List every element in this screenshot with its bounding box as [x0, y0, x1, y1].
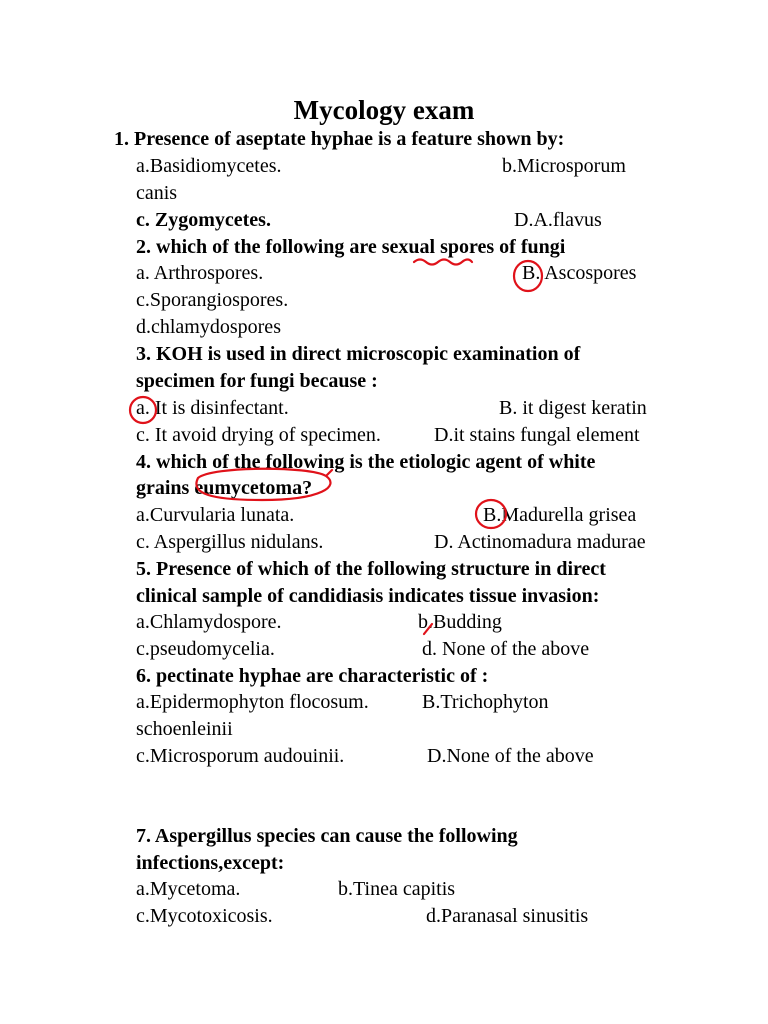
q3-option-d: D.it stains fungal element — [434, 424, 640, 446]
question-3-options-row-1 — [0, 395, 768, 422]
question-5-options-row-2 — [0, 636, 768, 663]
q5-option-a: a.Chlamydospore. — [136, 611, 282, 633]
question-4-stem-line-2: grains eumycetoma? — [136, 477, 313, 499]
q3-option-a: a. It is disinfectant. — [136, 397, 289, 419]
question-4-stem-line-1: 4. which of the following is the etiologic agent of white — [136, 451, 596, 473]
q1-option-a: a.Basidiomycetes. — [136, 155, 282, 177]
page-title: Mycology exam — [293, 95, 475, 125]
question-3-stem-line-2: specimen for fungi because : — [136, 370, 378, 392]
q7-option-d: d.Paranasal sinusitis — [426, 905, 589, 927]
q6-option-b: B.Trichophyton — [422, 691, 549, 713]
question-7-options-row-2 — [0, 903, 768, 930]
q6-option-a: a.Epidermophyton flocosum. — [136, 691, 369, 713]
question-1-options-wrap — [0, 180, 768, 207]
q6-option-b-wrap: schoenleinii — [136, 718, 233, 740]
question-3-stem-line-1: 3. KOH is used in direct microscopic examination of — [136, 343, 581, 365]
question-2-option-d-row — [0, 314, 768, 341]
q5-option-b: b.Budding — [418, 611, 502, 633]
q5-option-d: d. None of the above — [422, 638, 590, 660]
question-2-options-row-1 — [0, 260, 768, 287]
question-1-stem: 1. Presence of aseptate hyphae is a feature shown by: — [114, 128, 565, 150]
q6-option-d: D.None of the above — [427, 745, 594, 767]
question-6-stem: 6. pectinate hyphae are characteristic of : — [136, 665, 489, 687]
question-7-stem-line-1: 7. Aspergillus species can cause the following — [136, 825, 518, 847]
q2-option-a: a. Arthrospores. — [136, 262, 264, 284]
q7-option-c: c.Mycotoxicosis. — [136, 905, 273, 927]
question-6-options-wrap — [0, 716, 768, 743]
question-2-option-c-row — [0, 287, 768, 314]
question-1-options-row-2 — [0, 207, 768, 234]
q1-option-d: D.A.flavus — [514, 209, 602, 231]
q1-option-b: b.Microsporum — [502, 155, 626, 177]
q2-option-d: d.chlamydospores — [136, 316, 281, 338]
question-5-options-row-1 — [0, 609, 768, 636]
question-6-options-row-2 — [0, 743, 768, 770]
q6-option-c: c.Microsporum audouinii. — [136, 745, 345, 767]
q7-option-b: b.Tinea capitis — [338, 878, 456, 900]
question-2-stem: 2. which of the following are sexual spores of fungi — [136, 236, 566, 258]
question-5-stem-line-1: 5. Presence of which of the following structure in direct — [136, 558, 606, 580]
question-4-options-row-1 — [0, 502, 768, 529]
q4-option-b: B.Madurella grisea — [483, 504, 637, 526]
q4-option-c: c. Aspergillus nidulans. — [136, 531, 324, 553]
q3-option-c: c. It avoid drying of specimen. — [136, 424, 381, 446]
q4-option-d: D. Actinomadura madurae — [434, 531, 646, 553]
question-4-options-row-2 — [0, 529, 768, 556]
q1-option-c: c. Zygomycetes. — [136, 209, 271, 231]
q4-option-a: a.Curvularia lunata. — [136, 504, 295, 526]
question-5-stem-line-2: clinical sample of candidiasis indicates tissue invasion: — [136, 585, 600, 607]
question-6-options-row-1 — [0, 689, 768, 716]
question-1-options-row-1 — [0, 153, 768, 180]
q3-option-b: B. it digest keratin — [499, 397, 647, 419]
q1-option-b-wrap: canis — [136, 182, 178, 204]
q5-option-c: c.pseudomycelia. — [136, 638, 275, 660]
q2-option-b: B. Ascospores — [522, 262, 637, 284]
question-3-options-row-2 — [0, 422, 768, 449]
q2-option-c: c.Sporangiospores. — [136, 289, 289, 311]
question-7-stem-line-2: infections,except: — [136, 852, 285, 874]
question-7-options-row-1 — [0, 876, 768, 903]
q7-option-a: a.Mycetoma. — [136, 878, 241, 900]
